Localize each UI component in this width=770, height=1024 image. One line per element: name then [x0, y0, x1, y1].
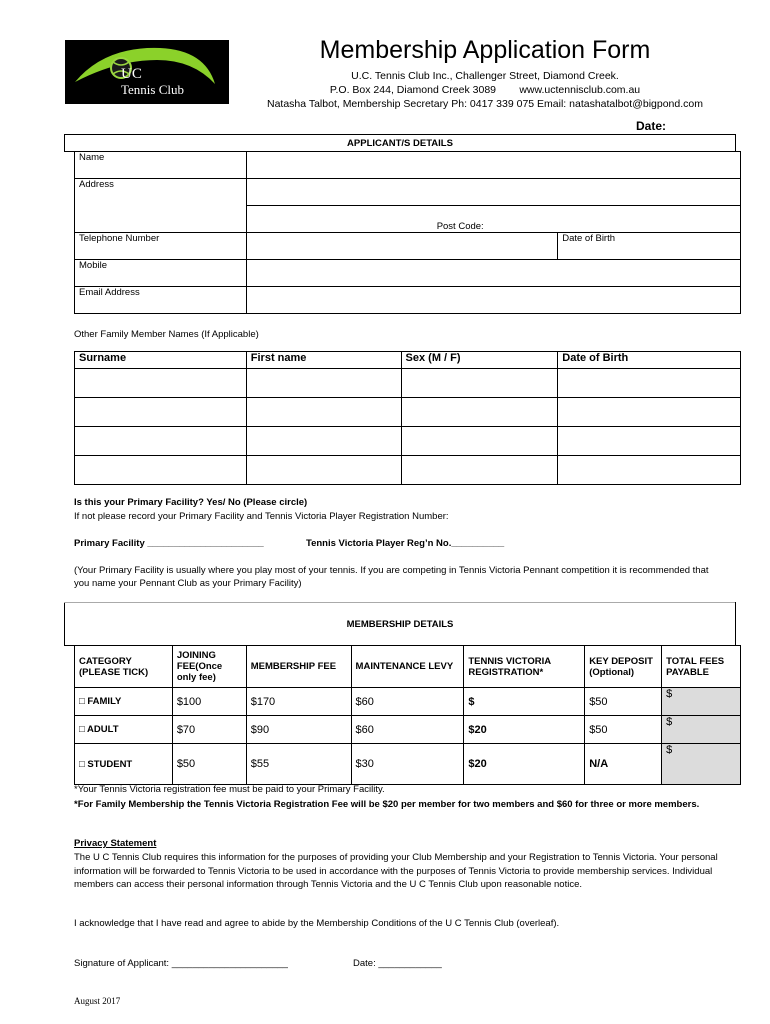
col-header-fee: MEMBERSHIP FEE	[246, 646, 351, 688]
email-field[interactable]	[246, 287, 740, 314]
facility-instruction: If not please record your Primary Facility and Tennis Victoria Player Registration Number:	[74, 511, 449, 522]
family-cell[interactable]	[75, 427, 247, 456]
family-cell[interactable]	[75, 398, 247, 427]
family-cell[interactable]	[246, 369, 401, 398]
family-cell[interactable]	[401, 398, 558, 427]
table-row	[75, 456, 741, 485]
col-header-joining: JOINING FEE(Once only fee)	[172, 646, 246, 688]
family-cell[interactable]	[246, 456, 401, 485]
table-row	[75, 716, 741, 744]
club-logo	[65, 40, 229, 104]
cell-tv: $20	[464, 744, 585, 785]
total-field[interactable]: $	[662, 744, 741, 785]
table-row	[75, 744, 741, 785]
address-label: Address	[75, 179, 247, 233]
cell-levy: $60	[351, 716, 464, 744]
club-postal: P.O. Box 244, Diamond Creek 3089 www.uctennisclub.com.au	[329, 84, 641, 96]
cell-key: $50	[585, 716, 662, 744]
total-field[interactable]: $	[662, 688, 741, 716]
family-header-surname: Surname	[75, 352, 247, 369]
family-header-firstname: First name	[246, 352, 401, 369]
facility-note: (Your Primary Facility is usually where you play most of your tennis. If you are competing in Tennis Victoria Pennant competition it is recommended that you name your Pennant Club as your Primary Facility)	[74, 565, 709, 589]
family-cell[interactable]	[558, 369, 741, 398]
player-regn-field[interactable]: Tennis Victoria Player Reg’n No.__________	[306, 538, 505, 549]
footer-date: August 2017	[74, 996, 121, 1006]
name-field[interactable]	[246, 152, 740, 179]
table-row	[75, 398, 741, 427]
cell-joining: $100	[172, 688, 246, 716]
table-row	[75, 369, 741, 398]
total-field[interactable]: $	[662, 716, 741, 744]
col-header-category: CATEGORY (PLEASE TICK)	[75, 646, 173, 688]
membership-heading-table	[64, 602, 736, 646]
logo-text-club: Tennis Club	[121, 82, 185, 97]
logo-text-uc: UC	[121, 66, 142, 82]
mobile-label: Mobile	[75, 260, 247, 287]
club-address: U.C. Tennis Club Inc., Challenger Street, Diamond Creek.	[351, 70, 619, 82]
col-header-total: TOTAL FEES PAYABLE	[662, 646, 741, 688]
dob-label: Date of Birth	[562, 233, 616, 244]
membership-table	[74, 645, 741, 785]
family-intro: Other Family Member Names (If Applicable)	[74, 329, 259, 340]
mobile-field[interactable]	[246, 260, 740, 287]
family-cell[interactable]	[558, 456, 741, 485]
cell-joining: $50	[172, 744, 246, 785]
applicant-heading-table	[64, 134, 736, 152]
adult-checkbox[interactable]: □ ADULT	[75, 716, 173, 744]
cell-key: N/A	[585, 744, 662, 785]
applicant-table	[74, 151, 741, 314]
privacy-text: The U C Tennis Club requires this information for the purposes of providing your Club Membership and your Registration to Tennis Victoria. Your personal information will be forwarded to Tennis Victoria to be used in accordance with the purposes of Tennis Victoria to provide membership services. Individual members can access their personal information through Tennis Victoria and the U C Tennis Club upon reasonable notice.	[74, 852, 718, 890]
cell-fee: $55	[246, 744, 351, 785]
facility-question: Is this your Primary Facility? Yes/ No (Please circle)	[74, 497, 308, 508]
col-header-tv: TENNIS VICTORIA REGISTRATION*	[464, 646, 585, 688]
family-cell[interactable]	[75, 456, 247, 485]
cell-joining: $70	[172, 716, 246, 744]
table-row	[75, 688, 741, 716]
signature-field[interactable]: Signature of Applicant: ______________________	[74, 958, 288, 969]
name-label: Name	[75, 152, 247, 179]
family-table	[74, 351, 741, 485]
cell-levy: $60	[351, 688, 464, 716]
family-cell[interactable]	[246, 398, 401, 427]
dob-field[interactable]	[558, 233, 741, 260]
family-cell[interactable]	[75, 369, 247, 398]
family-header-sex: Sex (M / F)	[401, 352, 558, 369]
address-field-2[interactable]	[246, 206, 740, 233]
family-cell[interactable]	[246, 427, 401, 456]
club-contact: Natasha Talbot, Membership Secretary Ph: 0417 339 075 Email: natashatalbot@bigpond.com	[267, 98, 703, 110]
post-code-label: Post Code:	[436, 221, 484, 232]
page-title: Membership Application Form	[319, 36, 651, 64]
acknowledgement: I acknowledge that I have read and agree to abide by the Membership Conditions of the U C Tennis Club (overleaf).	[74, 918, 560, 929]
cell-tv: $20	[464, 716, 585, 744]
family-cell[interactable]	[558, 427, 741, 456]
student-checkbox[interactable]: □ STUDENT	[75, 744, 173, 785]
applicant-heading: APPLICANT/S DETAILS	[65, 135, 736, 152]
cell-fee: $90	[246, 716, 351, 744]
email-label: Email Address	[75, 287, 247, 314]
cell-tv: $	[464, 688, 585, 716]
privacy-heading: Privacy Statement	[74, 838, 157, 849]
family-checkbox[interactable]: □ FAMILY	[75, 688, 173, 716]
membership-heading: MEMBERSHIP DETAILS	[65, 603, 736, 646]
membership-note-1: *Your Tennis Victoria registration fee must be paid to your Primary Facility.	[74, 784, 385, 795]
cell-key: $50	[585, 688, 662, 716]
family-header-dob: Date of Birth	[558, 352, 741, 369]
family-cell[interactable]	[401, 369, 558, 398]
col-header-key: KEY DEPOSIT (Optional)	[585, 646, 662, 688]
telephone-field[interactable]	[246, 233, 558, 260]
col-header-levy: MAINTENANCE LEVY	[351, 646, 464, 688]
telephone-label: Telephone Number	[75, 233, 247, 260]
address-field-1[interactable]	[246, 179, 740, 206]
family-cell[interactable]	[401, 427, 558, 456]
primary-facility-field[interactable]: Primary Facility ______________________	[74, 538, 264, 549]
date-label: Date:	[636, 119, 667, 133]
membership-note-2: *For Family Membership the Tennis Victoria Registration Fee will be $20 per member for two members and $60 for three or more members.	[74, 799, 700, 810]
signature-date-field[interactable]: Date: ____________	[353, 958, 442, 969]
table-row	[75, 427, 741, 456]
cell-fee: $170	[246, 688, 351, 716]
cell-levy: $30	[351, 744, 464, 785]
family-cell[interactable]	[401, 456, 558, 485]
family-cell[interactable]	[558, 398, 741, 427]
